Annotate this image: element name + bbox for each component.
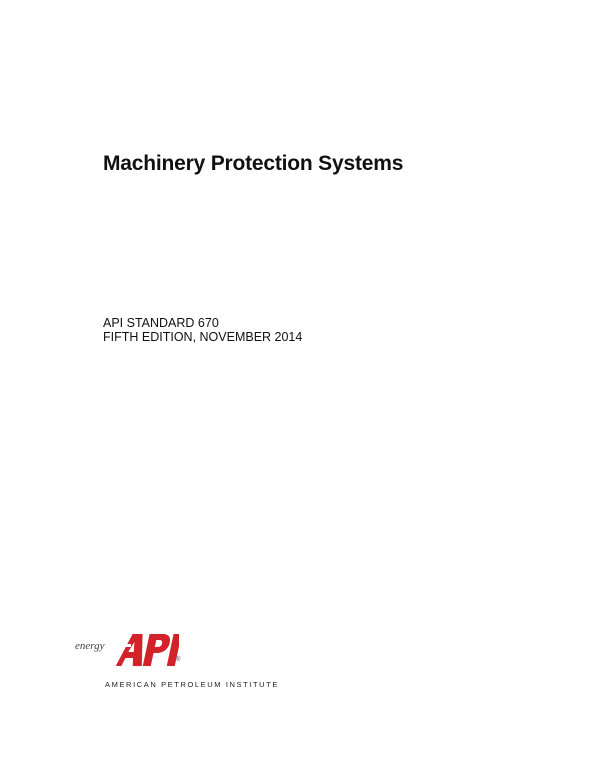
- registered-mark: ®: [176, 657, 181, 663]
- edition-date: FIFTH EDITION, NOVEMBER 2014: [103, 330, 303, 344]
- api-logo: [75, 632, 279, 692]
- document-meta: [103, 316, 302, 344]
- document-title: Machinery Protection Systems: [103, 152, 404, 175]
- organization-name: AMERICAN PETROLEUM INSTITUTE: [105, 680, 279, 689]
- api-logo-mark-icon: [113, 632, 179, 666]
- logo-energy-text: energy: [75, 640, 105, 652]
- standard-number: API STANDARD 670: [103, 316, 219, 330]
